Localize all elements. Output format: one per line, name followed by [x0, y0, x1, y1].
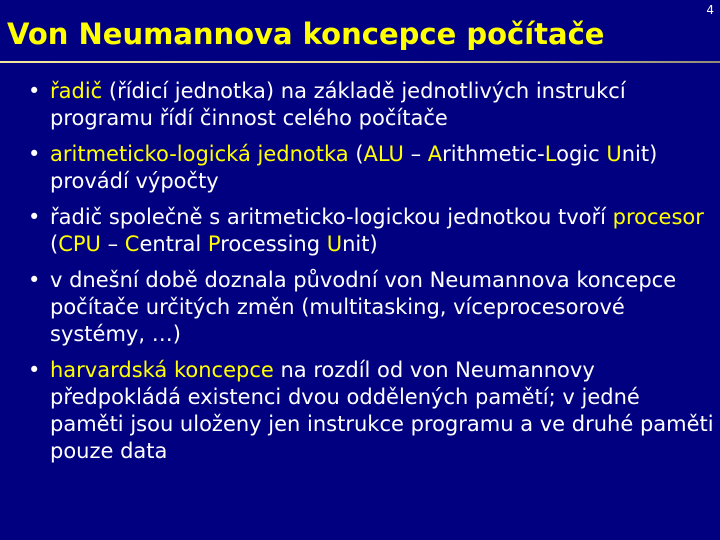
text-segment: nit) provádí výpočty — [50, 142, 658, 193]
bullet-dot-icon: • — [28, 358, 41, 382]
bullet-text — [50, 142, 657, 193]
title-underline — [0, 61, 720, 63]
text-segment: nit) — [342, 232, 378, 256]
highlighted-term: řadič — [50, 79, 103, 103]
bullet-item — [0, 78, 720, 132]
text-segment: v dnešní době doznala původní von Neumannova koncepce počítače určitých změn (multitasking, víceprocesorové systémy, …) — [50, 268, 677, 346]
highlighted-term: ALU — [363, 142, 404, 166]
text-segment: řadič společně s aritmeticko-logickou jednotkou tvoří — [50, 205, 613, 229]
highlighted-letter: A — [427, 142, 443, 166]
bullet-dot-icon: • — [28, 142, 41, 166]
bullet-text — [50, 205, 704, 256]
page-number: 4 — [706, 3, 714, 17]
highlighted-term: procesor — [612, 205, 704, 229]
highlighted-term: harvardská koncepce — [50, 358, 274, 382]
bullet-item — [0, 267, 720, 348]
highlighted-letter: L — [544, 142, 557, 166]
highlighted-letter: U — [606, 142, 622, 166]
bullet-text — [50, 358, 714, 463]
bullet-text — [50, 268, 676, 346]
bullet-dot-icon: • — [28, 268, 41, 292]
text-segment: rocessing — [220, 232, 327, 256]
text-segment: ( — [348, 142, 364, 166]
text-segment: na rozdíl od von Neumannovy předpokládá existenci dvou oddělených pamětí; v jedné paměti jsou uloženy jen instrukce programu a ve druhé paměti pouze data — [50, 358, 714, 463]
text-segment: rithmetic- — [442, 142, 545, 166]
bullet-dot-icon: • — [28, 205, 41, 229]
text-segment: ogic — [556, 142, 607, 166]
bullet-item — [0, 141, 720, 195]
highlighted-term: CPU — [58, 232, 101, 256]
bullet-dot-icon: • — [28, 79, 41, 103]
highlighted-letter: P — [207, 232, 221, 256]
highlighted-letter: U — [326, 232, 343, 256]
bullet-text — [50, 79, 626, 130]
text-segment: – — [403, 142, 428, 166]
text-segment: ( — [50, 232, 59, 256]
text-segment: entral — [139, 232, 208, 256]
bullet-item — [0, 357, 720, 465]
bullet-item — [0, 204, 720, 258]
slide-title: Von Neumannova koncepce počítače — [7, 17, 605, 51]
highlighted-term: aritmeticko-logická jednotka — [50, 142, 349, 166]
bullet-list — [0, 78, 720, 474]
text-segment: (řídicí jednotka) na základě jednotlivých instrukcí programu řídí činnost celého počítače — [50, 79, 626, 130]
highlighted-letter: C — [124, 232, 140, 256]
text-segment: – — [100, 232, 125, 256]
